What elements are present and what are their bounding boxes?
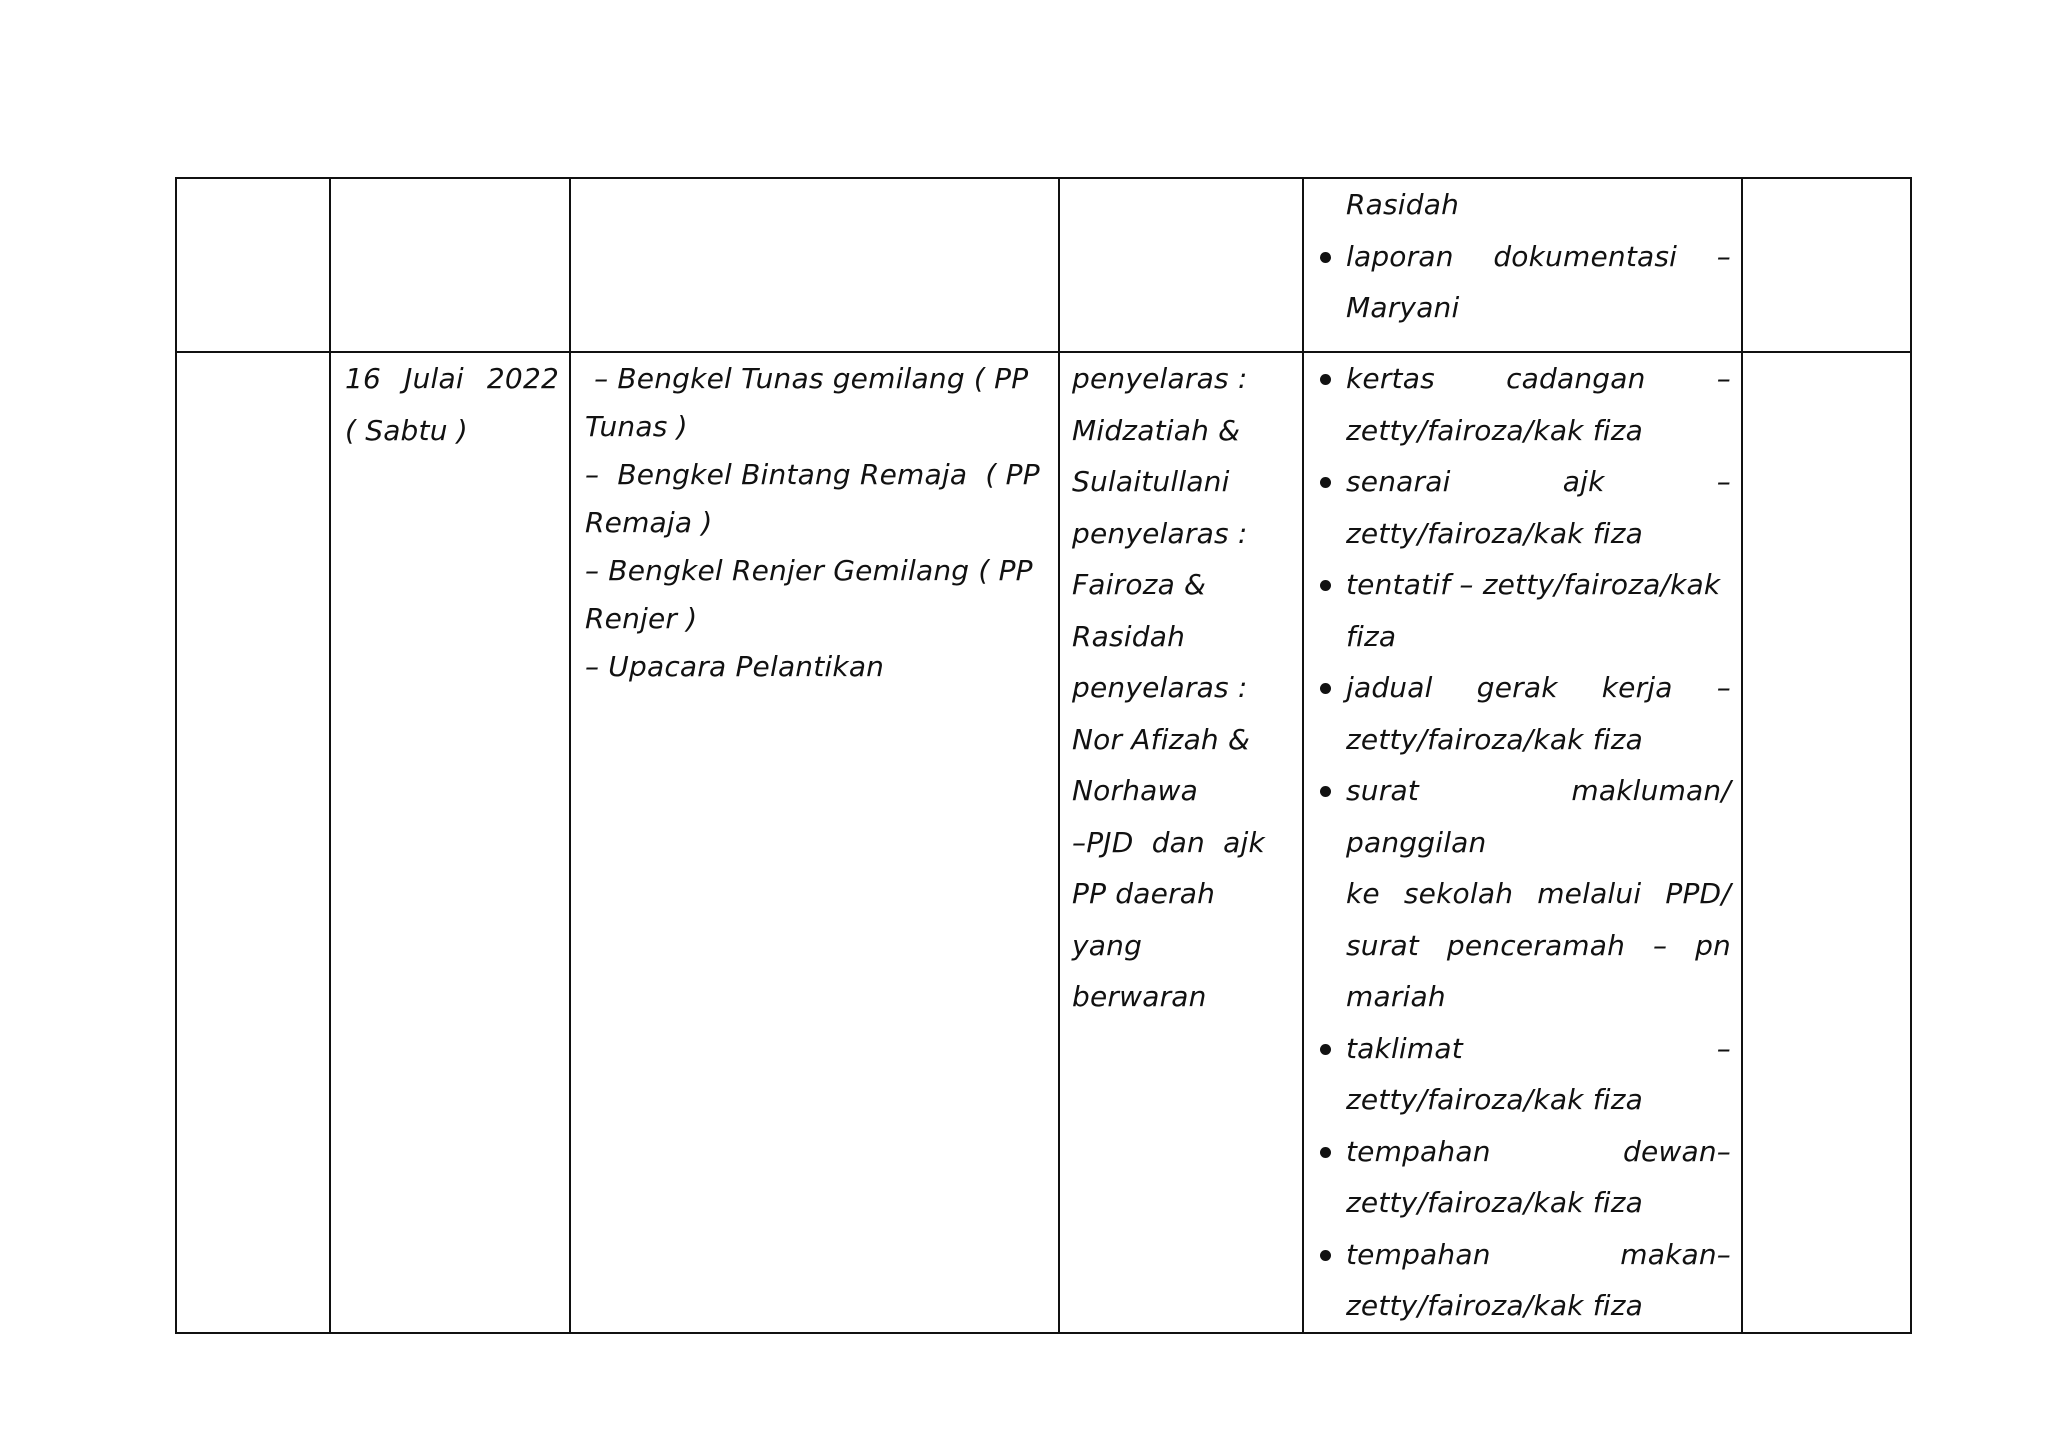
- activity-line: Remaja ): [585, 506, 713, 539]
- task-owner: zetty/fairoza/kak fiza: [1346, 1186, 1643, 1219]
- list-item: [1312, 231, 1731, 334]
- cell-empty-left: [176, 352, 330, 1333]
- schedule-table: [175, 177, 1912, 1334]
- activity-line: Renjer ): [585, 602, 698, 635]
- task-word: surat: [1346, 928, 1419, 962]
- bullet-icon: [1320, 786, 1331, 797]
- list-item: [1312, 559, 1731, 662]
- activity-line: – Bengkel Renjer Gemilang ( PP: [585, 554, 1033, 587]
- task-word: pn: [1695, 928, 1731, 962]
- cell-tasks-continuation: [1303, 178, 1742, 352]
- task-word: dewan–: [1622, 1134, 1731, 1168]
- task-word: sekolah: [1403, 877, 1514, 910]
- list-item: [1312, 1023, 1731, 1126]
- cell-tasks: [1303, 352, 1742, 1333]
- activity-line: – Bengkel Tunas gemilang ( PP: [585, 362, 1029, 395]
- activity-line: – Bengkel Bintang Remaja ( PP: [585, 458, 1040, 491]
- list-item: [1312, 765, 1731, 1023]
- task-word: jadual: [1346, 671, 1433, 704]
- task-owner: zetty/fairoza/kak fiza: [1346, 516, 1643, 550]
- date-line: [345, 353, 559, 405]
- cell-activities: [570, 352, 1059, 1333]
- task-word: kertas: [1346, 362, 1435, 395]
- task-word: gerak: [1476, 671, 1558, 704]
- coordinator-line: penyelaras :: [1072, 362, 1248, 395]
- task-word: ajk: [1562, 465, 1605, 498]
- task-word: –: [1716, 239, 1731, 273]
- task-word: taklimat: [1346, 1031, 1463, 1065]
- date-month: Julai: [404, 362, 464, 395]
- task-owner: Maryani: [1346, 291, 1460, 324]
- list-item: [1312, 353, 1731, 456]
- list-item: [1312, 456, 1731, 559]
- task-word: tentatif – zetty/fairoza/kak: [1346, 568, 1721, 601]
- task-word: –: [1716, 362, 1731, 395]
- bullet-icon: [1320, 477, 1331, 488]
- bullet-icon: [1320, 1044, 1331, 1055]
- coordinator-line: penyelaras :: [1072, 516, 1248, 550]
- cell-date: [330, 352, 570, 1333]
- coordinator-line: Sulaitullani: [1072, 465, 1230, 498]
- activity-line: – Upacara Pelantikan: [585, 650, 885, 683]
- list-item: [1312, 1126, 1731, 1229]
- cell-empty-4: [1059, 178, 1303, 352]
- cell-empty-right: [1742, 352, 1911, 1333]
- cell-empty-1: [176, 178, 330, 352]
- coordinator-line: penyelaras :: [1072, 671, 1248, 704]
- coordinator-line: Norhawa: [1072, 774, 1198, 807]
- task-word: laporan: [1346, 239, 1454, 273]
- task-word: ke: [1346, 877, 1380, 910]
- task-word: PPD/: [1665, 877, 1731, 910]
- task-word: senarai: [1346, 465, 1451, 498]
- date-year: 2022: [486, 362, 559, 395]
- coordinator-line: Rasidah: [1072, 619, 1186, 653]
- task-owner: zetty/fairoza/kak fiza: [1346, 722, 1643, 756]
- coordinator-line: Fairoza &: [1072, 568, 1207, 601]
- coordinator-line: –PJD dan ajk: [1072, 825, 1265, 859]
- date-weekday: ( Sabtu ): [345, 413, 468, 447]
- task-owner: zetty/fairoza/kak fiza: [1346, 1083, 1643, 1116]
- list-item: [1312, 662, 1731, 765]
- list-item: [1312, 1229, 1731, 1332]
- task-owner: zetty/fairoza/kak fiza: [1346, 1289, 1643, 1322]
- bullet-icon: [1320, 1250, 1331, 1261]
- cell-empty-2: [330, 178, 570, 352]
- bullet-icon: [1320, 683, 1331, 694]
- cell-empty-6: [1742, 178, 1911, 352]
- task-word: tempahan: [1346, 1237, 1491, 1271]
- task-word: –: [1716, 1031, 1731, 1065]
- coordinator-line: PP daerah yang: [1072, 877, 1216, 962]
- cell-empty-3: [570, 178, 1059, 352]
- table-row-continuation: [176, 178, 1911, 352]
- task-word: –: [1716, 671, 1731, 704]
- task-word: makan–: [1620, 1237, 1731, 1271]
- date-day: 16: [345, 362, 382, 395]
- task-word: dokumentasi: [1493, 239, 1678, 273]
- task-word: penceramah: [1446, 928, 1626, 962]
- task-word: surat makluman/ panggilan: [1346, 774, 1731, 859]
- activity-line: Tunas ): [585, 410, 688, 443]
- task-word: –: [1652, 928, 1668, 962]
- task-owner: fiza: [1346, 619, 1397, 653]
- task-owner: mariah: [1346, 980, 1446, 1013]
- coordinator-line: Midzatiah &: [1072, 413, 1241, 447]
- task-continuation-line: Rasidah: [1346, 188, 1460, 221]
- coordinator-line: berwaran: [1072, 980, 1207, 1013]
- task-word: –: [1716, 465, 1731, 498]
- table-row-main: [176, 352, 1911, 1333]
- task-word: melalui: [1537, 877, 1642, 910]
- task-word: kerja: [1601, 671, 1673, 704]
- bullet-icon: [1320, 1147, 1331, 1158]
- bullet-icon: [1320, 252, 1331, 263]
- task-word: cadangan: [1506, 362, 1646, 395]
- task-owner: zetty/fairoza/kak fiza: [1346, 413, 1643, 447]
- coordinator-line: Nor Afizah &: [1072, 722, 1251, 756]
- task-word: tempahan: [1346, 1134, 1491, 1168]
- bullet-icon: [1320, 580, 1331, 591]
- cell-coordinators: [1059, 352, 1303, 1333]
- bullet-icon: [1320, 374, 1331, 385]
